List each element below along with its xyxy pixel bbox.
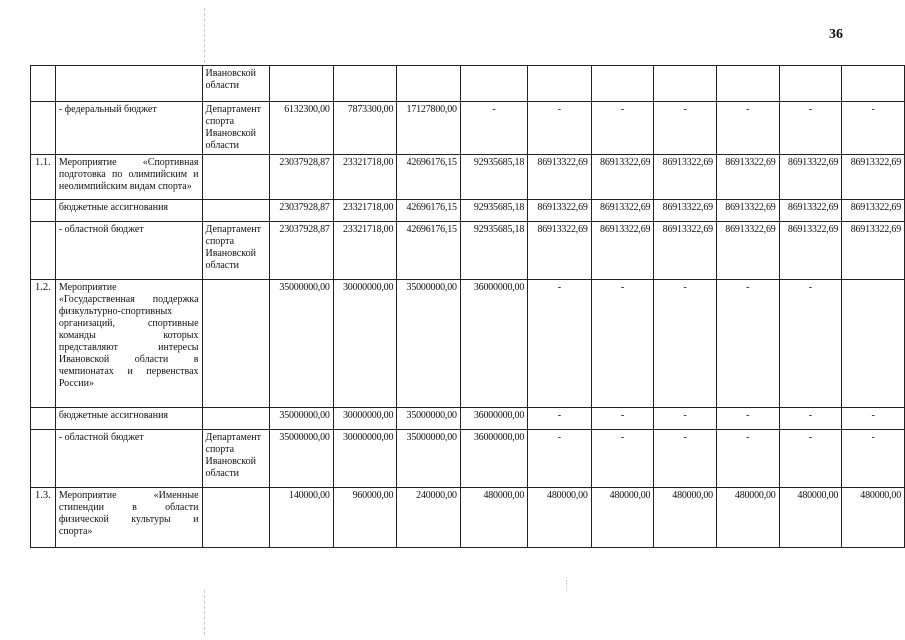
value-cell: 86913322,69 [779, 200, 842, 222]
value-cell: - [591, 280, 654, 408]
item-title-cell: бюджетные ассигнования [55, 200, 202, 222]
value-cell: 960000,00 [333, 488, 397, 548]
executor-line: области [205, 140, 239, 151]
item-title-line: «Государственная поддержка [58, 294, 199, 305]
executor-cell [202, 408, 270, 430]
value-cell: 480000,00 [716, 488, 779, 548]
value-cell: 42696176,15 [397, 222, 461, 280]
value-cell [842, 280, 905, 408]
value-cell: 480000,00 [591, 488, 654, 548]
value-cell: 92935685,18 [460, 200, 527, 222]
item-title-line: России» [58, 378, 94, 389]
item-title-line: Мероприятие «Именные [58, 490, 199, 501]
executor-cell [202, 280, 270, 408]
item-title-cell [55, 155, 202, 200]
value-cell: 42696176,15 [397, 200, 461, 222]
value-cell: - [528, 408, 592, 430]
value-cell: 86913322,69 [779, 222, 842, 280]
value-cell: 23037928,87 [270, 155, 334, 200]
value-cell: - [460, 102, 527, 155]
table-row [31, 200, 905, 222]
value-cell: 35000000,00 [270, 280, 334, 408]
value-cell: 23321718,00 [333, 200, 397, 222]
value-cell: 480000,00 [654, 488, 717, 548]
executor-cell [202, 155, 270, 200]
item-title-line: физической культуры и [58, 514, 199, 525]
value-cell: 30000000,00 [333, 280, 397, 408]
value-cell: - [842, 102, 905, 155]
value-cell: - [654, 280, 717, 408]
item-title-line: представляют интересы [58, 342, 199, 353]
item-title-cell: - федеральный бюджет [55, 102, 202, 155]
value-cell: 30000000,00 [333, 408, 397, 430]
value-cell: - [654, 408, 717, 430]
value-cell [270, 66, 334, 102]
item-title-line: подготовка по олимпийским и [58, 169, 199, 180]
row-number-cell: 1.2. [31, 280, 56, 408]
executor-cell [202, 488, 270, 548]
executor-cell [202, 200, 270, 222]
table-row [31, 102, 905, 155]
value-cell: - [528, 280, 592, 408]
value-cell: - [842, 430, 905, 488]
value-cell [460, 66, 527, 102]
executor-line: Ивановской [205, 248, 256, 259]
value-cell: - [779, 102, 842, 155]
item-title-cell [55, 488, 202, 548]
value-cell: 36000000,00 [460, 280, 527, 408]
executor-cell [202, 66, 270, 102]
executor-line: спорта [205, 116, 235, 127]
executor-line: Департамент [205, 432, 261, 443]
value-cell: 86913322,69 [779, 155, 842, 200]
value-cell: - [716, 102, 779, 155]
table-row [31, 155, 905, 200]
value-cell: 92935685,18 [460, 222, 527, 280]
row-number-cell: 1.3. [31, 488, 56, 548]
value-cell [528, 66, 592, 102]
executor-line: Ивановской [205, 456, 256, 467]
executor-line: спорта [205, 444, 235, 455]
value-cell: - [528, 102, 592, 155]
table-row [31, 430, 905, 488]
executor-cell [202, 222, 270, 280]
row-number-cell [31, 222, 56, 280]
page-number: 36 [829, 27, 843, 42]
value-cell: 86913322,69 [528, 155, 592, 200]
value-cell: - [654, 430, 717, 488]
item-title-line: неолимпийским видам спорта» [58, 181, 192, 192]
value-cell: 86913322,69 [654, 200, 717, 222]
value-cell [779, 66, 842, 102]
value-cell: 92935685,18 [460, 155, 527, 200]
value-cell: 86913322,69 [716, 222, 779, 280]
value-cell: 35000000,00 [270, 430, 334, 488]
item-title-line: команды которых [58, 330, 199, 341]
row-number-cell [31, 66, 56, 102]
row-number-cell [31, 408, 56, 430]
value-cell: 23037928,87 [270, 222, 334, 280]
value-cell [333, 66, 397, 102]
value-cell: 23321718,00 [333, 155, 397, 200]
value-cell [591, 66, 654, 102]
value-cell: 35000000,00 [270, 408, 334, 430]
executor-cell [202, 430, 270, 488]
value-cell: - [842, 408, 905, 430]
value-cell: - [716, 280, 779, 408]
value-cell [397, 66, 461, 102]
value-cell: 7873300,00 [333, 102, 397, 155]
value-cell: - [591, 102, 654, 155]
value-cell: 6132300,00 [270, 102, 334, 155]
value-cell: 86913322,69 [716, 155, 779, 200]
value-cell: 86913322,69 [842, 155, 905, 200]
value-cell: - [654, 102, 717, 155]
value-cell: 35000000,00 [397, 408, 461, 430]
scan-artifact-line [204, 8, 205, 63]
value-cell: 86913322,69 [528, 200, 592, 222]
value-cell: 23321718,00 [333, 222, 397, 280]
scan-artifact-line [566, 580, 567, 592]
value-cell: 480000,00 [460, 488, 527, 548]
table-row [31, 280, 905, 408]
row-number-cell [31, 430, 56, 488]
item-title-line: Мероприятие «Спортивная [58, 157, 199, 168]
value-cell: 86913322,69 [716, 200, 779, 222]
item-title-cell: - областной бюджет [55, 222, 202, 280]
value-cell: 86913322,69 [654, 222, 717, 280]
item-title-line: Мероприятие [58, 282, 117, 293]
executor-line: Ивановской [205, 128, 256, 139]
table-row [31, 408, 905, 430]
value-cell: - [779, 430, 842, 488]
item-title-line: чемпионатах и первенствах [58, 366, 199, 377]
row-number-cell: 1.1. [31, 155, 56, 200]
value-cell [654, 66, 717, 102]
item-title-cell: бюджетные ассигнования [55, 408, 202, 430]
value-cell: 30000000,00 [333, 430, 397, 488]
executor-line: Департамент [205, 224, 261, 235]
table-row [31, 66, 905, 102]
value-cell: 35000000,00 [397, 430, 461, 488]
value-cell [716, 66, 779, 102]
item-title-line: стипендии в области [58, 502, 199, 513]
value-cell: 17127800,00 [397, 102, 461, 155]
executor-line: Ивановской [205, 68, 256, 79]
executor-line: области [205, 468, 239, 479]
table-row [31, 488, 905, 548]
value-cell: 42696176,15 [397, 155, 461, 200]
value-cell: 86913322,69 [528, 222, 592, 280]
value-cell: 23037928,87 [270, 200, 334, 222]
value-cell: - [528, 430, 592, 488]
value-cell: - [716, 430, 779, 488]
value-cell: 480000,00 [528, 488, 592, 548]
value-cell: - [591, 430, 654, 488]
value-cell [842, 66, 905, 102]
value-cell: 36000000,00 [460, 430, 527, 488]
value-cell: - [591, 408, 654, 430]
item-title-line: спорта» [58, 526, 93, 537]
executor-line: спорта [205, 236, 235, 247]
row-number-cell [31, 200, 56, 222]
item-title-cell: - областной бюджет [55, 430, 202, 488]
value-cell: 140000,00 [270, 488, 334, 548]
value-cell: 36000000,00 [460, 408, 527, 430]
value-cell: 86913322,69 [842, 200, 905, 222]
row-number-cell [31, 102, 56, 155]
value-cell: 86913322,69 [842, 222, 905, 280]
value-cell: 480000,00 [779, 488, 842, 548]
item-title-line: организаций, спортивные [58, 318, 199, 329]
item-title-cell [55, 280, 202, 408]
value-cell: 86913322,69 [654, 155, 717, 200]
scan-artifact-line [204, 590, 205, 635]
value-cell: 480000,00 [842, 488, 905, 548]
value-cell: 240000,00 [397, 488, 461, 548]
value-cell: - [779, 280, 842, 408]
executor-line: области [205, 260, 239, 271]
table-row [31, 222, 905, 280]
value-cell: 35000000,00 [397, 280, 461, 408]
value-cell: - [779, 408, 842, 430]
value-cell: 86913322,69 [591, 200, 654, 222]
value-cell: 86913322,69 [591, 155, 654, 200]
value-cell: - [716, 408, 779, 430]
executor-line: Департамент [205, 104, 261, 115]
value-cell: 86913322,69 [591, 222, 654, 280]
executor-line: области [205, 80, 239, 91]
executor-cell [202, 102, 270, 155]
item-title-line: Ивановской области в [58, 354, 199, 365]
item-title-line: физкультурно-спортивных [58, 306, 173, 317]
item-title-cell [55, 66, 202, 102]
budget-table [30, 65, 905, 548]
